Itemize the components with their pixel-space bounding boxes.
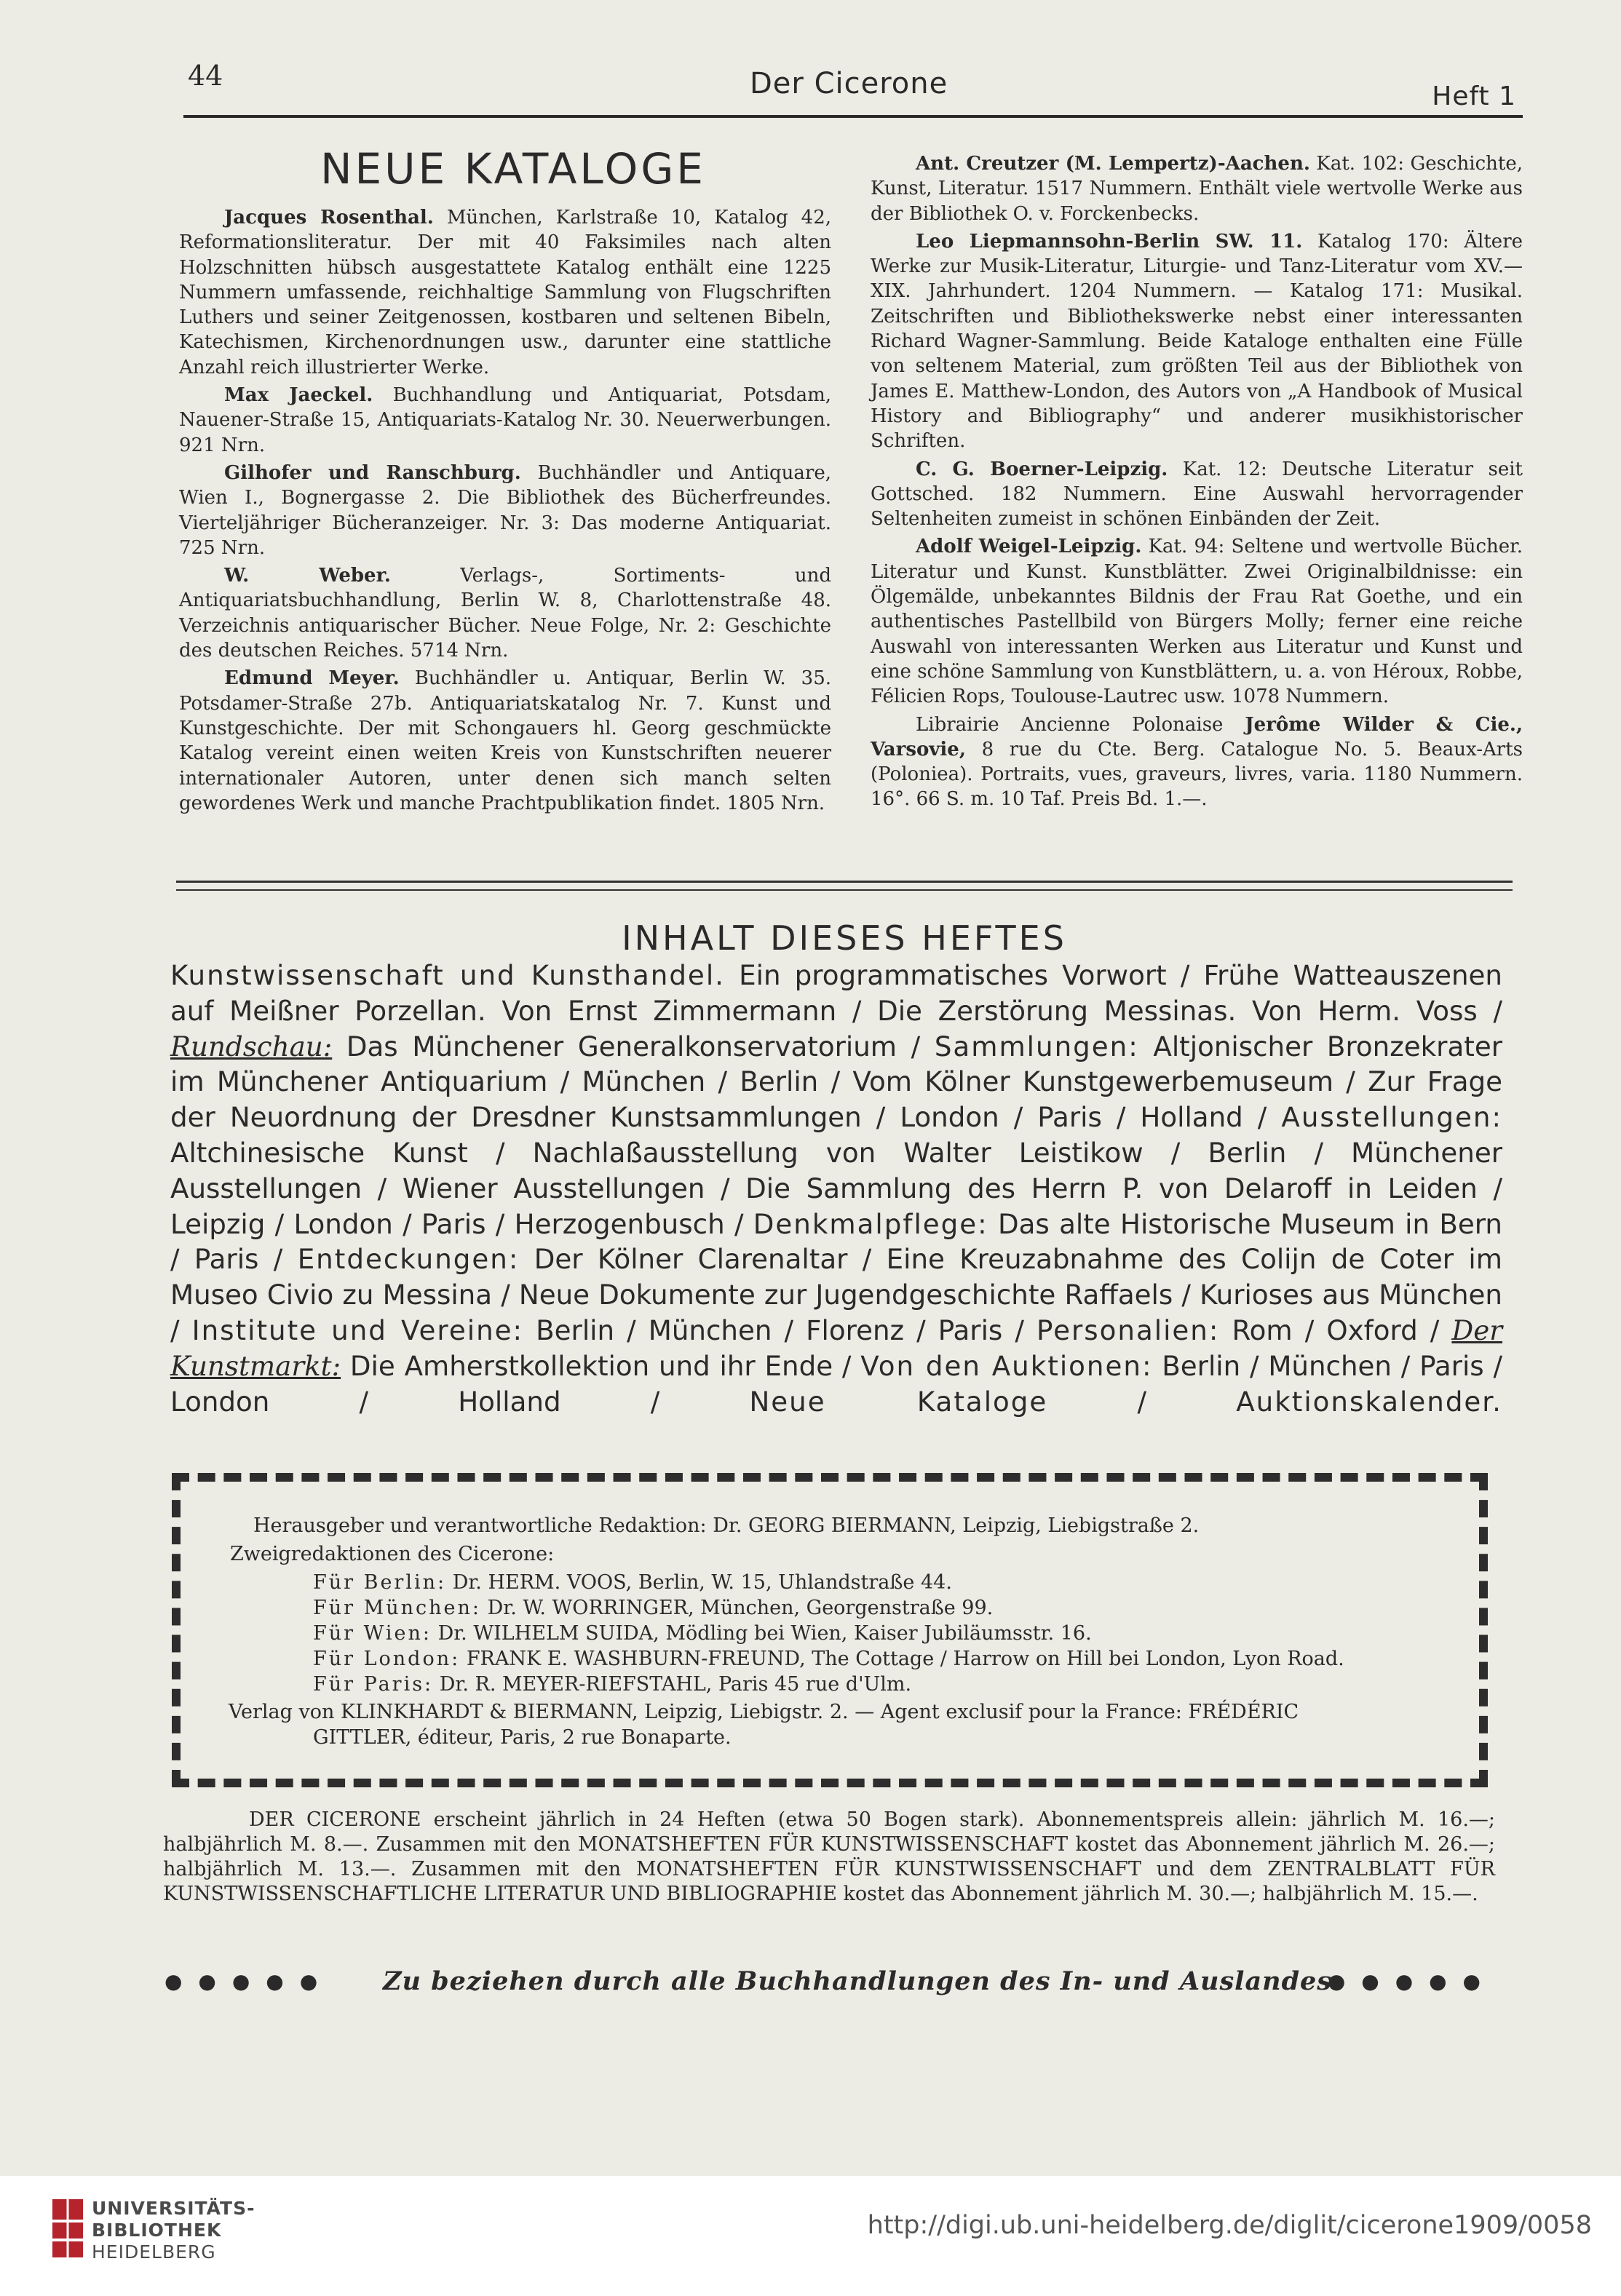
catalog-dealer: W. Weber. [224,565,391,587]
catalog-entry [871,229,1523,454]
library-logo-icon [49,2195,86,2265]
catalog-entry [179,205,831,380]
publisher-line: Herausgeber und verantwortliche Redaktion: Dr. GEORG BIERMANN, Leipzig, Liebigstraße 2. [253,1514,1200,1537]
subscription-notice [163,1808,1495,1907]
catalog-entry [179,666,831,816]
contents-section-text: Altchinesische Kunst / Nachlaßausstellung von Walter Leistikow / Berlin / Münchener Ausstellungen / Wiener Ausstellungen / Die Sammlung des Herrn P. von Delaroff in Leiden / Leipzig / London / Paris / Herzogenbusch / [170,1136,1502,1240]
catalog-dealer: C. G. Boerner-Leipzig. [916,458,1168,480]
publishing-line: GITTLER, éditeur, Paris, 2 rue Bonaparte. [313,1726,732,1749]
contents-section-text: Altjonischer Bronzekrater im Münchener Antiquarium / München / Berlin / Vom Kölner Kunstgewerbemuseum / Zur Frage der Neuordnung der Dresdner Kunstsammlungen / London / Paris / Holland / [170,1030,1502,1134]
contents-section-text: Ein programmatisches Vorwort / Frühe Watteauszenen auf Meißner Porzellan. Von Ernst Zimmermann / Die Zerstörung Messinas. Von Herm. Voss / [170,959,1502,1027]
catalogs-left-column [179,205,831,819]
contents-section-title: Von den Auktionen: [860,1349,1153,1382]
branch-office [313,1670,911,1699]
branch-detail: Dr. W. WORRINGER, München, Georgenstraße 99. [487,1597,994,1619]
catalog-dealer: Ant. Creutzer (M. Lempertz)-Aachen. [916,153,1310,175]
subscription-text: DER CICERONE erscheint jährlich in 24 Heften (etwa 50 Bogen stark). Abonnementspreis allein: jährlich M. 16.—; halbjährlich M. 8.—. Zusammen mit den MONATSHEFTEN FÜR KUNSTWISSENSCHAFT kostet das Abonnement jährlich M. 26.—; halbjährlich M. 13.—. Zusammen mit den MONATSHEFTEN FÜR KUNSTWISSENSCHAFT und dem ZENTRALBLATT FÜR KUNSTWISSENSCHAFTLICHE LITERATUR UND BIBLIOGRAPHIE kostet das Abonnement jährlich M. 30.—; halbjährlich M. 15.—. [163,1808,1495,1905]
catalog-text: Kat. 94: Seltene und wertvolle Bücher. Literatur und Kunst. Kunstblätter. Zwei Originalbildnisse: ein Ölgemälde, unbekanntes Bildnis der Frau Rat Goethe, und ein authentisches Pastellbild von Bürgers Molly; ferner eine reiche Auswahl von interessanten Werken aus Literatur und Kunst und eine schöne Sammlung von Kunstblättern, u. a. von Héroux, Robbe, Félicien Rops, Toulouse-Lautrec usw. 1078 Nummern. [871,536,1523,708]
order-text: Zu beziehen durch alle Buchhandlungen des In- und Auslandes. [383,1966,1342,1996]
branch-detail: Dr. R. MEYER-RIEFSTAHL, Paris 45 rue d'Ulm. [439,1673,912,1696]
contents-section-text: Der Kölner Clarenaltar / Eine Kreuzabnahme des Colijn de Coter im Museo Civio zu Messina / Neue Dokumente zur Jugendgeschichte Raffaels / Kurioses aus München / [170,1243,1502,1346]
branch-city: Für Paris: [313,1673,434,1696]
contents-section-title: Institute und Vereine: [191,1314,524,1346]
contents-section-text: Die Amherstkollektion und ihr Ende / [349,1349,852,1382]
catalog-text: München, Karlstraße 10, Katalog 42, Reformationsliteratur. Der mit 40 Faksimiles nach alten Holzschnitten hübsch ausgestattete Katalog enthält eine 1225 Nummern umfassende, reichhaltige Sammlung von Flugschriften Luthers und seiner Zeitgenossen, kostbaren und seltenen Bibeln, Katechismen, Kirchenordnungen usw., darunter eine stattliche Anzahl reich illustrierter Werke. [179,207,832,378]
contents-section-text: Das Münchener Generalkonservatorium / [346,1030,921,1062]
branch-city: Für London: [313,1648,461,1670]
catalog-text: Buchhändler und Antiquare, Wien I., Bognergasse 2. Die Bibliothek des Bücherfreundes. Vierteljähriger Bücheranzeiger. Nr. 3: Das moderne Antiquariat. 725 Nrn. [179,461,832,559]
contents-section-title: Kunstwissenschaft und Kunsthandel. [170,959,725,991]
catalog-dealer: Gilhofer und Ranschburg. [224,461,521,484]
issue-number: Heft 1 [1432,82,1516,111]
catalog-text: 8 rue du Cte. Berg. Catalogue No. 5. Beaux-Arts (Poloniea). Portraits, vues, graveurs, livres, varia. 1180 Nummern. 16°. 66 S. m. 10 Taf. Preis Bd. 1.—. [871,738,1523,811]
contents-section-text: Das alte Historische Museum in Bern / Paris / [170,1207,1502,1276]
catalog-entry [179,563,831,663]
catalog-dealer: Adolf Weigel-Leipzig. [916,536,1142,558]
branch-detail: FRANK E. WASHBURN-FREUND, The Cottage / Harrow on Hill bei London, Lyon Road. [466,1648,1344,1670]
branch-office [313,1645,1344,1673]
library-logo-shape [49,2195,86,2262]
branch-city: Für München: [313,1597,482,1619]
contents-section-title: Sammlungen: [934,1030,1139,1062]
contents-section-title: Denkmalpflege: [753,1207,988,1240]
running-title: Der Cicerone [750,67,948,100]
catalogs-heading: NEUE KATALOGE [320,144,706,194]
catalog-entry [871,534,1523,709]
catalog-text: Kat. 12: Deutsche Literatur seit Gottsched. 182 Nummern. Eine Auswahl hervorragender Seltenheiten zumeist in schönen Einbänden der Zeit. [871,458,1523,531]
library-name [92,2198,255,2263]
contents-section-title: Entdeckungen: [297,1243,520,1276]
bullet-ornament: ●●●●● [1327,1969,1497,1993]
branch-detail: Dr. HERM. VOOS, Berlin, W. 15, Uhlandstraße 44. [452,1571,952,1594]
catalog-entry [871,151,1523,226]
catalog-dealer: Jacques Rosenthal. [224,207,434,229]
catalog-text: Verlags-, Sortiments- und Antiquariatsbuchhandlung, Berlin W. 8, Charlottenstraße 48. Verzeichnis antiquarischer Bücher. Neue Folge, Nr. 2: Geschichte des deutschen Reiches. 5714 Nrn. [179,565,831,662]
contents-separator: / [1137,1385,1147,1418]
library-name-line: UNIVERSITÄTS- [92,2198,255,2219]
contents-section-title: Neue Kataloge [749,1385,1048,1418]
contents-section-text: Berlin / München / Paris / London / Holland / [170,1349,1502,1418]
branch-detail: Dr. WILHELM SUIDA, Mödling bei Wien, Kaiser Jubiläumsstr. 16. [437,1622,1092,1645]
header-rule [183,115,1523,118]
catalog-text: Buchhandlung und Antiquariat, Potsdam, Nauener-Straße 15, Antiquariats-Katalog Nr. 30. Neuerwerbungen. 921 Nrn. [179,384,831,456]
catalog-dealer: Leo Liepmannsohn-Berlin SW. 11. [916,230,1303,253]
catalog-entry [179,461,831,560]
branch-city: Für Wien: [313,1622,432,1645]
contents-section-text: Rom / Oxford / [1232,1314,1440,1346]
contents-section-title: Rundschau: [170,1030,333,1062]
contents-body [170,958,1502,1419]
library-name-line: HEIDELBERG [92,2241,216,2263]
branch-office [313,1619,1092,1648]
source-url-link[interactable]: http://digi.ub.uni-heidelberg.de/diglit/cicerone1909/0058 [867,2211,1592,2240]
branch-office [313,1568,952,1597]
catalogs-right-column [871,151,1523,815]
contents-section-title: Personalien: [1037,1314,1220,1346]
branch-office [313,1594,993,1622]
order-line [165,1966,1497,2003]
library-name-line: BIBLIOTHEK [92,2220,222,2241]
catalog-dealer: Edmund Meyer. [224,667,400,690]
bullet-ornament: ●●●●● [165,1969,334,1993]
publishing-line: Verlag von KLINKHARDT & BIERMANN, Leipzig, Liebigstr. 2. — Agent exclusif pour la France: FRÉDÉRIC [229,1701,1299,1723]
catalog-text: Kat. 102: Geschichte, Kunst, Literatur. 1517 Nummern. Enthält viele wertvolle Werke aus der Bibliothek O. v. Forckenbecks. [871,153,1523,225]
catalog-dealer: Jerôme Wilder & Cie., Varsovie, [871,713,1523,760]
catalog-text: Buchhändler u. Antiquar, Berlin W. 35. Potsdamer-Straße 27b. Antiquariatskatalog Nr. 7. Kunst und Kunstgeschichte. Der mit Schongauers hl. Georg geschmückte Katalog vereint einen weiten Kreis von Kunstschriften neuerer internationaler Autoren, unter denen sich manch selten gewordenes Werk und manche Prachtpublikation findet. 1805 Nrn. [179,667,832,814]
section-divider [176,889,1513,891]
contents-section-text: Berlin / München / Florenz / Paris / [536,1314,1024,1346]
catalog-entry [179,383,831,458]
contents-heading: INHALT DIESES HEFTES [622,918,1067,958]
contents-section-title: Auktionskalender. [1236,1385,1502,1418]
section-divider [176,881,1513,883]
contents-section-title: Der Kunstmarkt: [170,1314,1503,1382]
contents-section-title: Ausstellungen: [1281,1101,1502,1134]
catalog-text: Katalog 170: Ältere Werke zur Musik-Literatur, Liturgie- und Tanz-Literatur vom XV.—XIX. Jahrhundert. 1204 Nummern. — Katalog 171: Musikal. Zeitschriften und Bibliothekswerke nebst einer interessanten Richard Wagner-Sammlung. Beide Kataloge enthalten eine Fülle von seltenem Material, zum größten Teil aus der Bibliothek von James E. Matthew-London, des Autors von „A Handbook of Musical History and Bibliography“ und anderer musikhistorischer Schriften. [871,230,1523,453]
catalog-entry [871,457,1523,532]
catalog-prefix: Librairie Ancienne Polonaise [916,713,1224,736]
library-footer [0,2176,1621,2296]
catalog-entry [871,712,1523,812]
branch-city: Für Berlin: [313,1571,447,1594]
catalog-dealer: Max Jaeckel. [224,384,373,407]
page-number: 44 [188,60,223,92]
branch-offices-title: Zweigredaktionen des Cicerone: [230,1543,555,1565]
